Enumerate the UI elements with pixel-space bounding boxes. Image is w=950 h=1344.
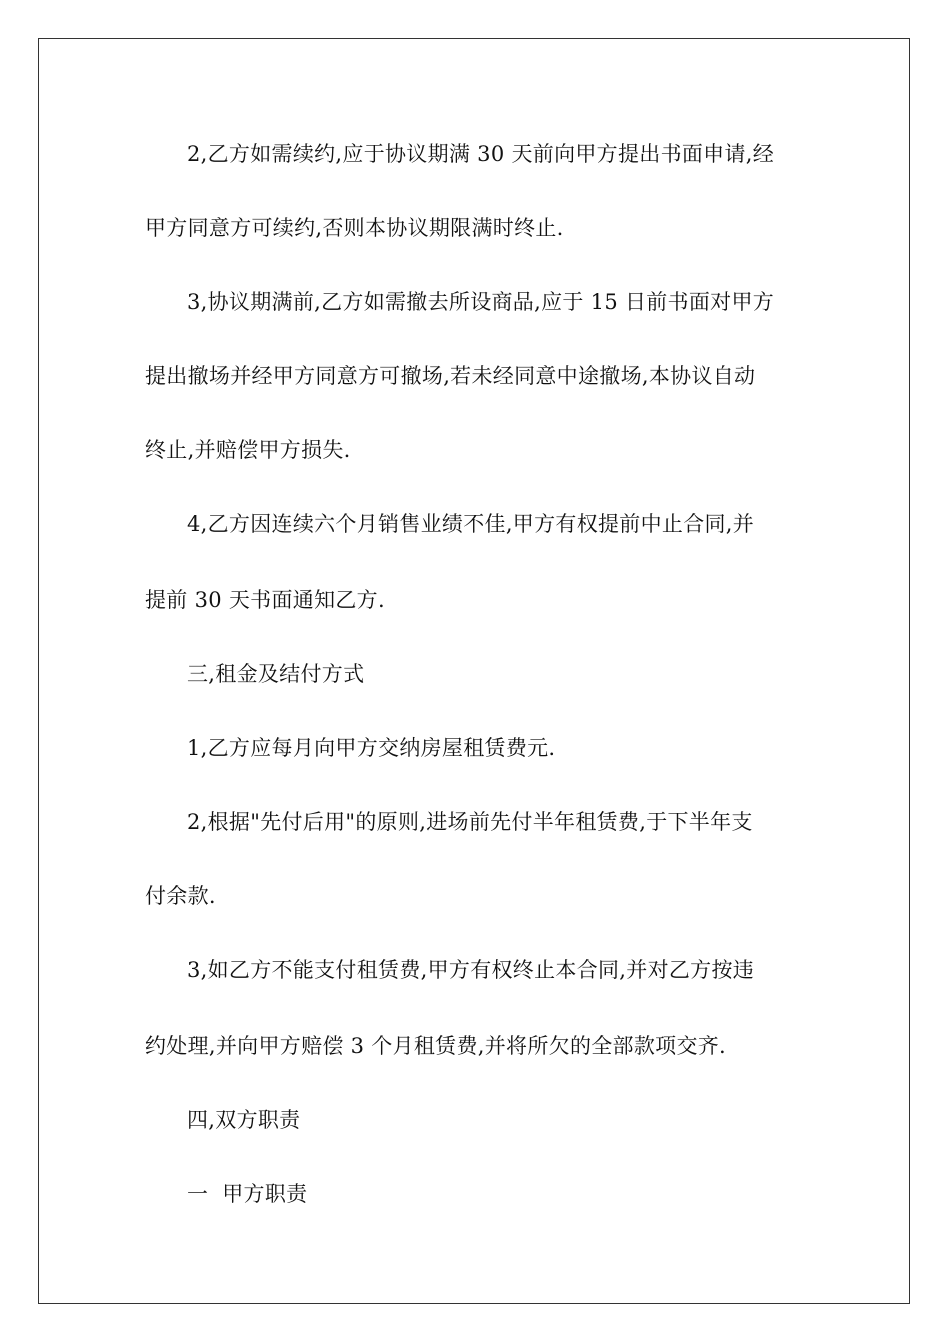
paragraph-line-prepay-1: 2,根据"先付后用"的原则,进场前先付半年租赁费,于下半年支	[187, 810, 753, 834]
paragraph-line-default-1: 3,如乙方不能支付租赁费,甲方有权终止本合同,并对乙方按违	[187, 958, 755, 982]
page-border	[38, 38, 910, 1304]
paragraph-line-prepay-2: 付余款.	[145, 884, 216, 908]
section-heading-rent: 三,租金及结付方式	[187, 662, 365, 686]
paragraph-line-renewal-2: 甲方同意方可续约,否则本协议期限满时终止.	[145, 216, 564, 240]
paragraph-line-default-2: 约处理,并向甲方赔偿 3 个月租赁费,并将所欠的全部款项交齐.	[145, 1034, 727, 1058]
paragraph-line-withdraw-3: 终止,并赔偿甲方损失.	[145, 438, 351, 462]
paragraph-line-withdraw-2: 提出撤场并经甲方同意方可撤场,若未经同意中途撤场,本协议自动	[145, 364, 756, 388]
paragraph-line-termination-2: 提前 30 天书面通知乙方.	[145, 588, 385, 612]
section-heading-duties: 四,双方职责	[187, 1108, 301, 1132]
paragraph-line-withdraw-1: 3,协议期满前,乙方如需撤去所设商品,应于 15 日前书面对甲方	[187, 290, 775, 314]
paragraph-line-renewal-1: 2,乙方如需续约,应于协议期满 30 天前向甲方提出书面申请,经	[187, 142, 775, 166]
paragraph-line-termination-1: 4,乙方因连续六个月销售业绩不佳,甲方有权提前中止合同,并	[187, 512, 755, 536]
subsection-heading-party-a: 一 甲方职责	[187, 1182, 308, 1206]
paragraph-line-rent-1: 1,乙方应每月向甲方交纳房屋租赁费元.	[187, 736, 556, 760]
